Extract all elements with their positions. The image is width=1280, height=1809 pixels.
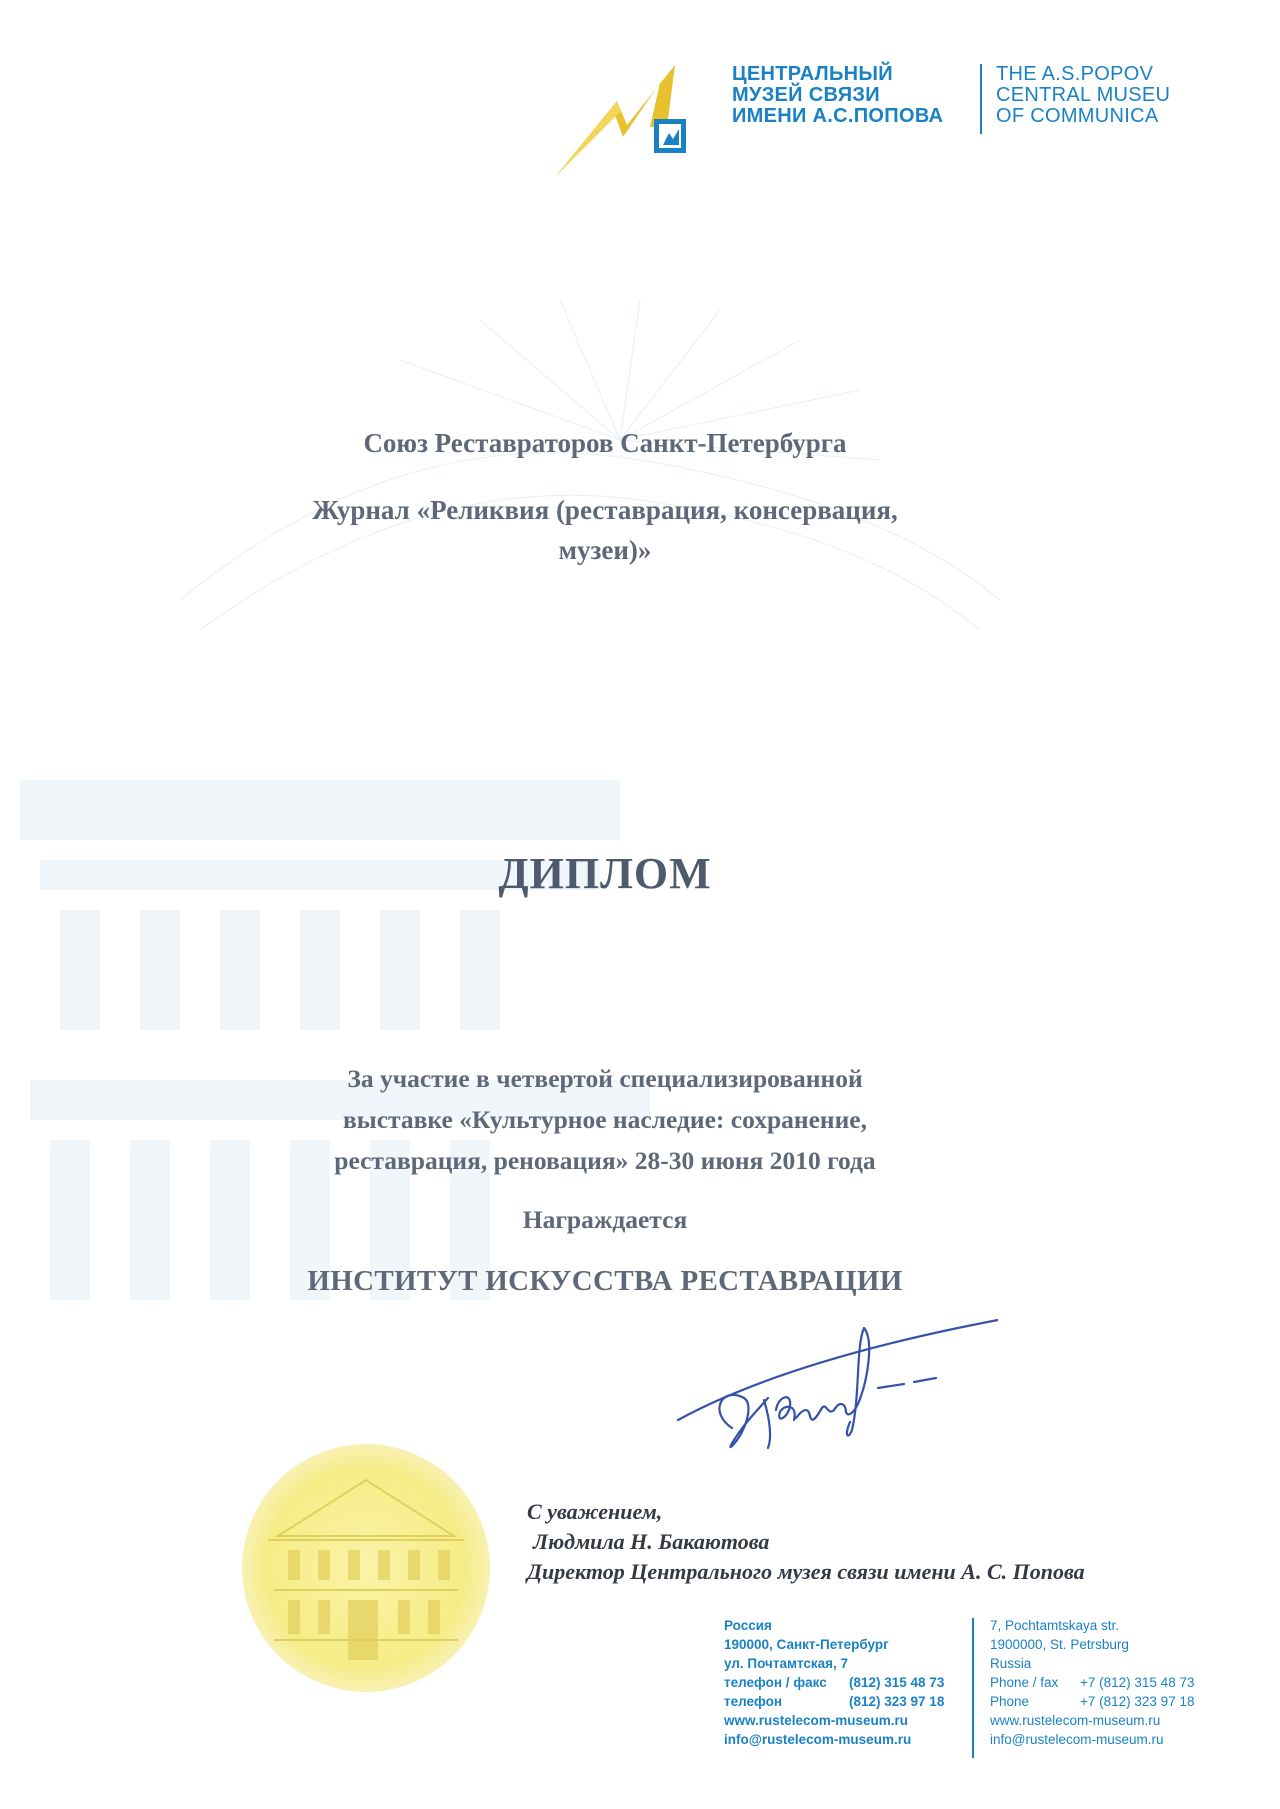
- director-position: Директор Центрального музея связи имени А. С. Попова: [527, 1559, 1085, 1584]
- contact-phone-fax-label-en: Phone / fax: [990, 1675, 1059, 1690]
- contact-phone-value-en: +7 (812) 323 97 18: [1080, 1694, 1195, 1709]
- contact-country-ru: Россия: [724, 1618, 772, 1633]
- contact-country-en: Russia: [990, 1656, 1032, 1671]
- contacts-divider: [972, 1618, 974, 1758]
- organizer-name: Союз Реставраторов Санкт-Петербурга: [363, 428, 847, 458]
- contact-phone-fax-label-ru: телефон / факс: [724, 1675, 827, 1690]
- director-signature: [668, 1300, 998, 1470]
- contact-city-ru: 190000, Санкт-Петербург: [724, 1637, 889, 1652]
- recipient-name: ИНСТИТУТ ИСКУССТВА РЕСТАВРАЦИИ: [307, 1265, 903, 1297]
- diploma-title: ДИПЛОМ: [498, 849, 712, 898]
- logo-divider: [980, 64, 982, 134]
- contact-city-en: 1900000, St. Petrsburg: [990, 1637, 1129, 1652]
- contact-email-ru: info@rustelecom-museum.ru: [724, 1732, 912, 1747]
- award-reason-line-2: выставке «Культурное наследие: сохранение,: [343, 1105, 867, 1134]
- closing-block: [527, 1497, 1085, 1587]
- award-reason: [240, 1058, 970, 1181]
- museum-logo-icon: [555, 55, 725, 180]
- journal-name-line-2: музеи)»: [558, 535, 652, 565]
- contact-email-en: info@rustelecom-museum.ru: [990, 1732, 1164, 1747]
- awarded-label: Награждается: [522, 1205, 688, 1234]
- award-reason-line-1: За участие в четвертой специализированной: [347, 1064, 863, 1093]
- director-name: Людмила Н. Бакаютова: [533, 1529, 770, 1554]
- contact-phone-fax-value-en: +7 (812) 315 48 73: [1080, 1675, 1195, 1690]
- contact-phone-fax-en: [990, 1673, 1194, 1692]
- contact-phone-value-ru: (812) 323 97 18: [849, 1694, 945, 1709]
- contact-phone-fax-ru: [724, 1673, 944, 1692]
- closing-regards: С уважением,: [527, 1499, 663, 1524]
- contact-phone-ru: [724, 1692, 944, 1711]
- museum-name-ru: ЦЕНТРАЛЬНЫЙ МУЗЕЙ СВЯЗИ ИМЕНИ А.С.ПОПОВА: [732, 63, 944, 127]
- contact-street-en: 7, Pochtamtskaya str.: [990, 1618, 1120, 1633]
- award-reason-line-3: реставрация, реновация» 28-30 июня 2010 года: [334, 1146, 876, 1175]
- contacts-ru: [724, 1616, 944, 1749]
- signature-text: Л. Бакаютова: [788, 1460, 794, 1461]
- contact-phone-label-en: Phone: [990, 1694, 1030, 1709]
- museum-name-en: THE A.S.POPOV CENTRAL MUSEU OF COMMUNICA: [996, 63, 1171, 127]
- contact-website-en: www.rustelecom-museum.ru: [990, 1713, 1161, 1728]
- contacts-en: [990, 1616, 1194, 1749]
- contact-website-ru: www.rustelecom-museum.ru: [724, 1713, 909, 1728]
- contact-phone-en: [990, 1692, 1194, 1711]
- journal-name-line-1: Журнал «Реликвия (реставрация, консервация,: [312, 495, 898, 525]
- contact-phone-fax-value-ru: (812) 315 48 73: [849, 1675, 945, 1690]
- contact-street-ru: ул. Почтамтская, 7: [724, 1656, 849, 1671]
- contact-phone-label-ru: телефон: [724, 1694, 783, 1709]
- journal-name: [240, 490, 970, 570]
- museum-seal: [238, 1440, 494, 1696]
